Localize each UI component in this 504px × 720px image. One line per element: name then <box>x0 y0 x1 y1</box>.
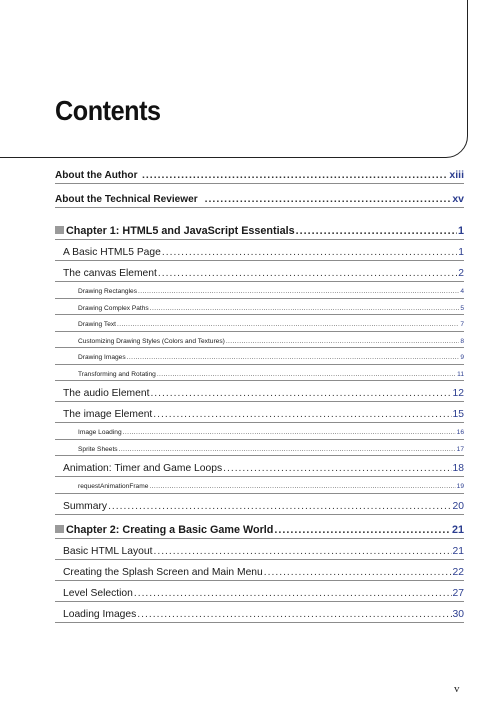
toc-entry-label: Drawing Images <box>78 354 126 361</box>
toc-entry-page: 1 <box>458 247 464 258</box>
toc-entry-page: 16 <box>456 429 464 436</box>
toc-entry-label: Creating the Splash Screen and Main Menu <box>63 566 263 578</box>
toc-entry[interactable] <box>55 539 464 560</box>
toc-entry-page: 22 <box>452 566 464 578</box>
toc-entry-page: 15 <box>452 409 464 420</box>
toc-entry-page: 30 <box>452 608 464 620</box>
toc-entry-page: 27 <box>452 587 464 599</box>
toc-entry-label: Transforming and Rotating <box>78 370 156 378</box>
toc-entry-page: 20 <box>452 500 464 512</box>
toc-entry-page: 4 <box>460 288 464 295</box>
toc-entry[interactable] <box>55 184 464 208</box>
toc-entry-label: The image Element <box>63 409 153 420</box>
toc-entry-page: 5 <box>460 304 464 312</box>
toc-entry-label: The audio Element <box>63 388 150 399</box>
page-number: v <box>454 683 460 695</box>
chapter-marker-icon <box>55 525 64 533</box>
toc-subentry[interactable] <box>55 440 464 457</box>
toc-entry-label: Drawing Text <box>78 321 116 328</box>
toc-entry-page: 8 <box>460 337 464 345</box>
toc-entry-page: 12 <box>452 388 464 399</box>
toc-subentry[interactable] <box>55 332 464 349</box>
toc-entry[interactable] <box>55 581 464 602</box>
toc-subentry[interactable] <box>55 282 464 299</box>
leader-dots <box>137 602 451 628</box>
toc-entry[interactable] <box>55 402 464 423</box>
toc-entry-page: 9 <box>460 354 464 361</box>
toc-entry-page: xv <box>452 193 464 205</box>
toc-entry-label: requestAnimationFrame <box>78 483 149 490</box>
toc-entry-label: Sprite Sheets <box>78 445 118 453</box>
toc-subentry[interactable] <box>55 299 464 316</box>
toc-entry-label: Loading Images <box>63 608 137 620</box>
toc-chapter-entry[interactable] <box>55 515 464 539</box>
header-frame <box>0 0 468 158</box>
toc-entry-page: 2 <box>458 268 464 279</box>
toc-entry-label: About the Technical Reviewer <box>55 193 198 205</box>
toc-subentry[interactable] <box>55 423 464 440</box>
toc-entry-label: Chapter 2: Creating a Basic Game World <box>66 523 274 536</box>
toc-chapter-entry[interactable] <box>55 216 464 240</box>
toc-subentry[interactable] <box>55 477 464 494</box>
toc-entry[interactable] <box>55 240 464 261</box>
toc-subentry[interactable] <box>55 365 464 382</box>
toc-entry-label: Drawing Rectangles <box>78 288 138 295</box>
toc-entry-page: xiii <box>449 169 464 181</box>
toc-subentry[interactable] <box>55 348 464 365</box>
toc-entry-label: Customizing Drawing Styles (Colors and Textures) <box>78 337 225 345</box>
toc-entry-label: Basic HTML Layout <box>63 545 153 557</box>
toc-entry-label: Animation: Timer and Game Loops <box>63 463 223 474</box>
toc-entry[interactable] <box>55 160 464 184</box>
toc-entry-label: Level Selection <box>63 587 133 599</box>
toc-entry-label: Drawing Complex Paths <box>78 304 149 312</box>
toc-entry-page: 11 <box>457 370 464 378</box>
toc-entry-label: A Basic HTML5 Page <box>63 247 161 258</box>
page-title: Contents <box>55 95 161 126</box>
toc-entry-page: 17 <box>456 445 464 453</box>
toc-entry-label: The canvas Element <box>63 268 157 279</box>
toc-entry[interactable] <box>55 494 464 515</box>
toc-entry[interactable] <box>55 381 464 402</box>
toc-entry-label: About the Author <box>55 169 138 181</box>
table-of-contents <box>55 160 464 623</box>
toc-entry-page: 18 <box>452 463 464 474</box>
leader-dots <box>205 184 452 214</box>
toc-entry-page: 21 <box>452 545 464 557</box>
toc-entry[interactable] <box>55 456 464 477</box>
toc-entry-page: 21 <box>451 523 464 536</box>
toc-entry-label: Summary <box>63 500 108 512</box>
toc-entry[interactable] <box>55 261 464 282</box>
toc-entry-page: 1 <box>457 225 464 237</box>
toc-entry-page: 7 <box>460 321 464 328</box>
toc-subentry[interactable] <box>55 315 464 332</box>
toc-entry-label: Chapter 1: HTML5 and JavaScript Essentials <box>66 225 295 237</box>
chapter-marker-icon <box>55 226 64 234</box>
toc-entry[interactable] <box>55 602 464 623</box>
toc-entry[interactable] <box>55 560 464 581</box>
toc-entry-label: Image Loading <box>78 429 122 436</box>
toc-entry-page: 19 <box>456 483 464 490</box>
